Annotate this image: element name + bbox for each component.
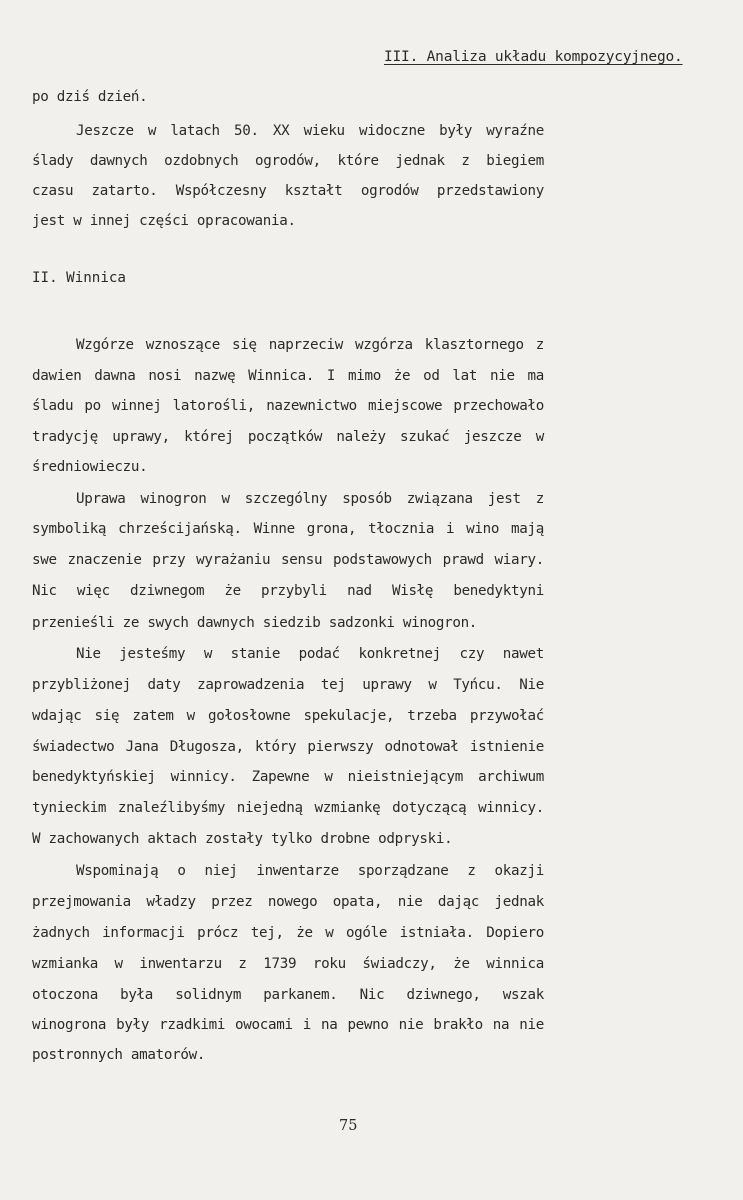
text-line: postronnych amatorów.	[32, 1047, 206, 1063]
text-line: W zachowanych aktach zostały tylko drobne odpryski.	[32, 831, 453, 847]
text-line: Nie jesteśmy w stanie podać konkretnej czy nawet	[76, 646, 544, 662]
text-line: przybliżonej daty zaprowadzenia tej uprawy w Tyńcu. Nie	[32, 677, 544, 693]
text-line: jest w innej części opracowania.	[32, 213, 296, 229]
text-line: czasu zatarto. Współczesny kształt ogrodów przedstawiony	[32, 183, 544, 199]
text-line: wzmianka w inwentarzu z 1739 roku świadczy, że winnica	[32, 956, 544, 972]
text-line: Uprawa winogron w szczególny sposób związana jest z	[76, 491, 544, 507]
text-line: świadectwo Jana Długosza, który pierwszy odnotował istnienie	[32, 739, 544, 755]
text-line: średniowieczu.	[32, 459, 148, 475]
text-line: Wzgórze wznoszące się naprzeciw wzgórza klasztornego z	[76, 337, 544, 353]
text-line: ślady dawnych ozdobnych ogrodów, które jednak z biegiem	[32, 153, 544, 169]
text-line: symboliką chrześcijańską. Winne grona, tłocznia i wino mają	[32, 521, 544, 537]
text-line: swe znaczenie przy wyrażaniu sensu podstawowych prawd wiary.	[32, 552, 544, 568]
page-number: 75	[339, 1118, 358, 1134]
text-line: przenieśli ze swych dawnych siedzib sadzonki winogron.	[32, 615, 478, 631]
text-line: otoczona była solidnym parkanem. Nic dziwnego, wszak	[32, 987, 544, 1003]
running-header: III. Analiza układu kompozycyjnego.	[384, 49, 683, 65]
text-line: śladu po winnej latorośli, nazewnictwo miejscowe przechowało	[32, 398, 544, 414]
text-line: Jeszcze w latach 50. XX wieku widoczne były wyraźne	[76, 123, 544, 139]
text-line: po dziś dzień.	[32, 89, 148, 105]
text-line: wdając się zatem w gołosłowne spekulacje, trzeba przywołać	[32, 708, 544, 724]
section-title: II. Winnica	[32, 270, 126, 286]
text-line: benedyktyńskiej winnicy. Zapewne w nieistniejącym archiwum	[32, 769, 544, 785]
text-line: Wspominają o niej inwentarze sporządzane z okazji	[76, 863, 544, 879]
text-line: winogrona były rzadkimi owocami i na pewno nie brakło na nie	[32, 1017, 544, 1033]
text-line: przejmowania władzy przez nowego opata, nie dając jednak	[32, 894, 544, 910]
text-line: dawien dawna nosi nazwę Winnica. I mimo że od lat nie ma	[32, 368, 544, 384]
text-line: żadnych informacji prócz tej, że w ogóle istniała. Dopiero	[32, 925, 544, 941]
text-line: tradycję uprawy, której początków należy szukać jeszcze w	[32, 429, 544, 445]
text-line: Nic więc dziwnegom że przybyli nad Wisłę benedyktyni	[32, 583, 544, 599]
text-line: tynieckim znaleźlibyśmy niejedną wzmiankę dotyczącą winnicy.	[32, 800, 544, 816]
